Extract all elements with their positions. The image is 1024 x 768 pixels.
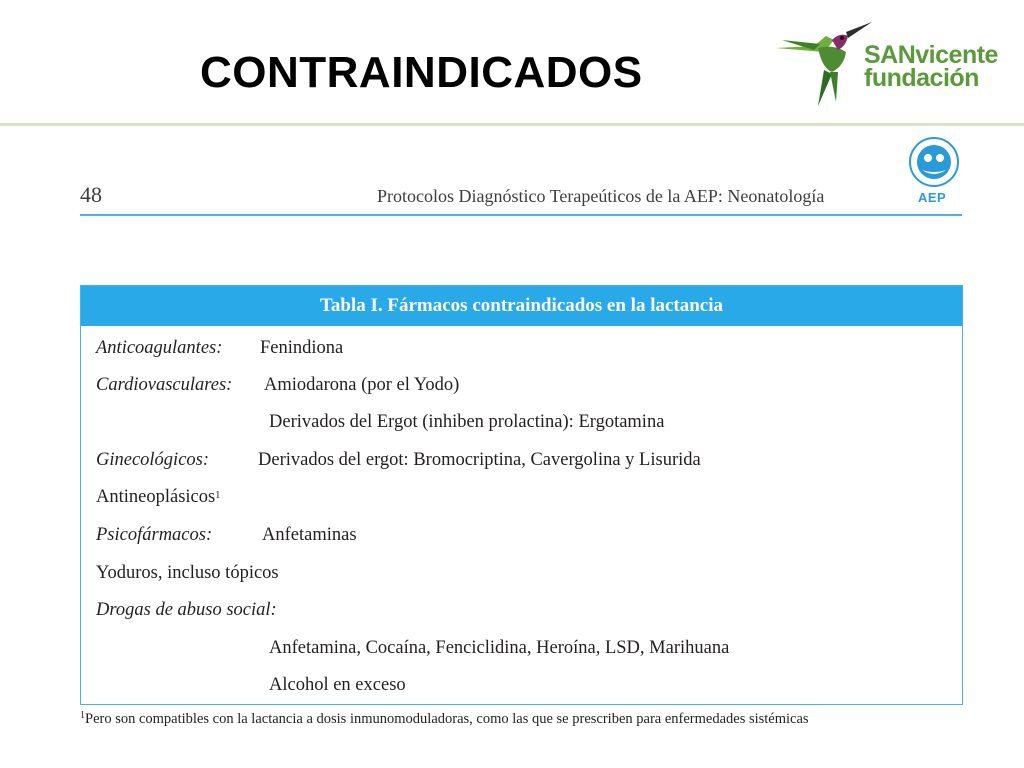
table-row-drug: Derivados del ergot: Bromocriptina, Cavergolina y Lisurida bbox=[258, 450, 701, 470]
table-row-category bbox=[96, 485, 220, 509]
document-header-rule bbox=[80, 214, 962, 216]
document-header bbox=[80, 180, 962, 216]
table-row-category: Drogas de abuso social: bbox=[96, 600, 277, 620]
san-vicente-fundacion-logo bbox=[774, 18, 1004, 110]
footnote-text: Pero son compatibles con la lactancia a dosis inmunomoduladoras, como las que se prescriben para enfermedades sistémicas bbox=[85, 711, 809, 727]
table-row-drug: Anfetamina, Cocaína, Fenciclidina, Heroína, LSD, Marihuana bbox=[269, 638, 730, 658]
table-row-drug: Fenindiona bbox=[260, 338, 344, 358]
table-row-category: Yoduros, incluso tópicos bbox=[96, 563, 279, 583]
table-caption: Tabla I. Fármacos contraindicados en la lactancia bbox=[81, 286, 962, 326]
aep-logo-label: AEP bbox=[918, 190, 947, 205]
footnote-mark: 1 bbox=[80, 710, 85, 721]
page-number: 48 bbox=[80, 182, 102, 207]
contraindicated-drugs-table bbox=[80, 285, 963, 705]
slide-title: CONTRAINDICADOS bbox=[200, 48, 643, 97]
logo-text-line2: fundación bbox=[864, 64, 979, 92]
header-divider bbox=[0, 123, 1024, 126]
category-text: Antineoplásicos bbox=[96, 487, 216, 507]
table-row-category: Ginecológicos: bbox=[96, 450, 210, 470]
table-row-drug: Alcohol en exceso bbox=[269, 675, 406, 695]
table-row-drug: Anfetaminas bbox=[262, 525, 357, 545]
table-footnote bbox=[80, 711, 809, 728]
slide-header bbox=[0, 0, 1024, 128]
footnote-mark: 1 bbox=[215, 490, 221, 501]
table-row-drug: Derivados del Ergot (inhiben prolactina): Ergotamina bbox=[269, 412, 665, 432]
table-row-category: Psicofármacos: bbox=[96, 525, 213, 545]
logo-text-line1: SANvicente bbox=[864, 41, 998, 69]
hummingbird-icon bbox=[774, 18, 874, 110]
running-title: Protocolos Diagnóstico Terapeúticos de la AEP: Neonatología bbox=[377, 186, 825, 206]
table-row-category: Anticoagulantes: bbox=[96, 338, 223, 358]
table-row-category: Cardiovasculares: bbox=[96, 375, 233, 395]
table-row-drug: Amiodarona (por el Yodo) bbox=[264, 375, 460, 395]
